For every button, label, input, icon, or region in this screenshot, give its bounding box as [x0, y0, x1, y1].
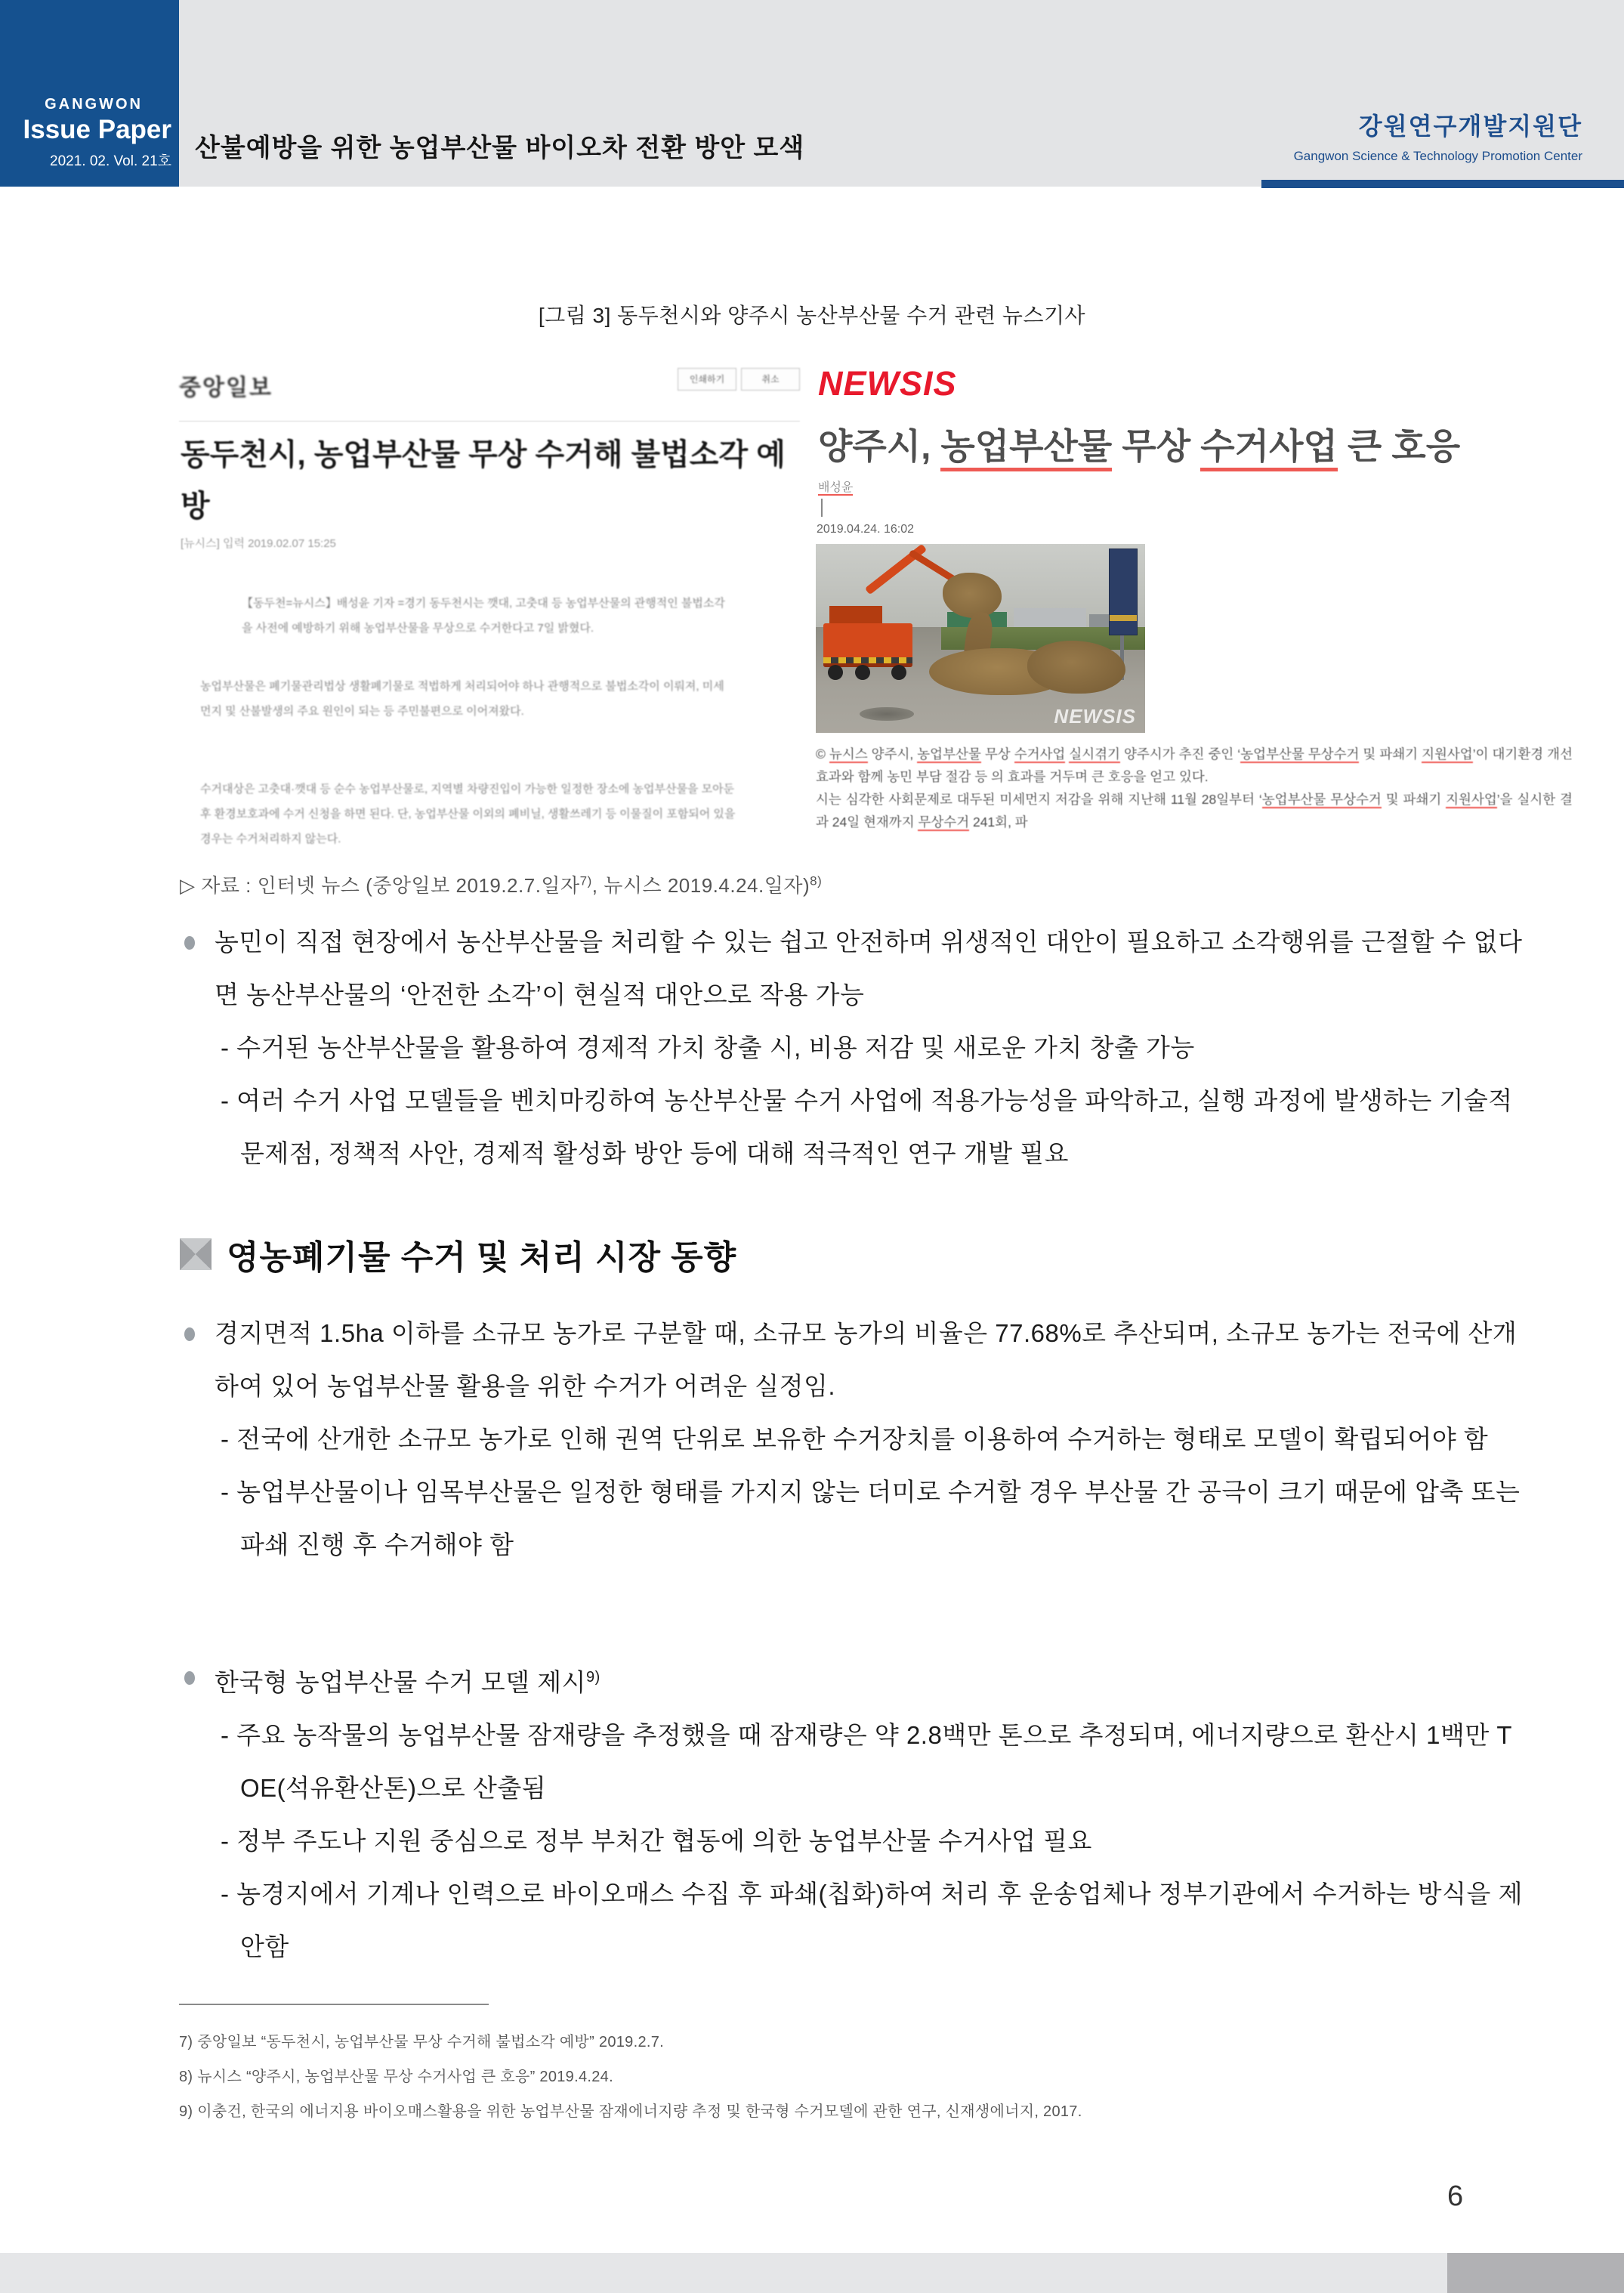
- bullet-section-2: [181, 1307, 1526, 1571]
- red-underlined-text: 농업부산물: [917, 746, 981, 762]
- joongang-paragraph: 【동두천=뉴시스】배성윤 기자 =경기 동두천시는 깻대, 고춧대 등 농업부산물의 관행적인 불법소각을 사전에 예방하기 위해 농업부산물을 무상으로 수거한다고 7일 밝혔다.: [242, 597, 725, 635]
- source-text: , 뉴시스 2019.4.24.일자): [591, 874, 810, 897]
- bullet-dot-icon: [184, 1671, 195, 1685]
- caption-line-1: [816, 746, 1573, 784]
- bullet-dot-icon: [184, 936, 195, 950]
- footer-bar-light: [0, 2253, 1447, 2293]
- page-header: [0, 0, 1624, 187]
- print-button-image: 인쇄하기: [678, 368, 736, 391]
- red-underlined-text: 농업부산물 무상수거: [1240, 746, 1360, 762]
- page-number: 6: [1447, 2180, 1464, 2212]
- joongang-paragraph: 수거대상은 고춧대·깻대 등 순수 농업부산물로, 지역별 차량진입이 가능한 일정한 장소에 농업부산물을 모아둔 후 환경보호과에 수거 신청을 하면 된다. 단, 농업부산물 이외의 폐비닐, 생활쓰레기 등 이물질이 포함되어 있을 경우는 수거처리하지 않는다.: [200, 783, 736, 845]
- plain-text: 큰 호응: [1337, 426, 1461, 466]
- figure-source: [180, 870, 822, 898]
- bullet-text: 경지면적 1.5ha 이하를 소규모 농가로 구분할 때, 소규모 농가의 비율은 77.68%로 추산되며, 소규모 농가는 전국에 산개하여 있어 농업부산물 활용을 위한 수거가 어려운 실정임.: [215, 1319, 1517, 1400]
- sub-bullet-item: - 농경지에서 기계나 인력으로 바이오매스 수집 후 파쇄(칩화)하여 처리 후 운송업체나 정부기관에서 수거하는 방식을 제안함: [221, 1880, 1523, 1961]
- organization-name-english: Gangwon Science & Technology Promotion Center: [1293, 149, 1582, 163]
- bullet-dot-icon: [184, 1327, 195, 1341]
- photo-watermark: NEWSIS: [1054, 705, 1136, 728]
- red-underlined-text: 뉴시스: [829, 746, 868, 762]
- joongang-article-screenshot: [170, 363, 808, 858]
- newsis-byline: [818, 477, 853, 495]
- footnote-ref-8: 8): [810, 873, 823, 888]
- reporter-name: 배성윤: [818, 481, 854, 494]
- organization-name-korean: 강원연구개발지원단: [1358, 113, 1582, 140]
- footnote-7: 7) 중앙일보 “동두천시, 농업부산물 무상 수거해 불법소각 예방” 2019.2.7.: [179, 2034, 665, 2050]
- plain-text: 및 파쇄기: [1359, 746, 1422, 762]
- photo-manhole: [860, 707, 914, 721]
- plain-text: ’을 실시한 결과 24일 현재까지: [816, 792, 1573, 830]
- joongang-headline: 동두천시, 농업부산물 무상 수거해 불법소각 예방: [181, 438, 786, 523]
- joongang-meta: [뉴시스] 입력 2019.02.07 15:25: [181, 537, 336, 550]
- source-text: ▷ 자료 : 인터넷 뉴스 (중앙일보 2019.2.7.일자: [180, 874, 580, 897]
- plain-text: ©: [816, 746, 829, 762]
- figure-caption: [그림 3] 동두천시와 양주시 농산부산물 수거 관련 뉴스기사: [538, 304, 1086, 327]
- sub-bullet-item: - 농업부산물이나 임목부산물은 일정한 형태를 가지지 않는 더미로 수거할 경우 부산물 간 공극이 크기 때문에 압축 또는 파쇄 진행 후 수거해야 함: [221, 1478, 1521, 1559]
- plain-text: 및 파쇄기: [1381, 792, 1446, 807]
- sub-bullet-item: - 수거된 농산부산물을 활용하여 경제적 가치 창출 시, 비용 저감 및 새로운 가치 창출 가능: [221, 1034, 1195, 1062]
- red-underlined-text: 농업부산물: [940, 426, 1112, 471]
- bullet-text: 농민이 직접 현장에서 농산부산물을 처리할 수 있는 쉽고 안전하며 위생적인 대안이 필요하고 소각행위를 근절할 수 없다면 농산부산물의 ‘안전한 소각’이 현실적 대안으로 작용 가능: [215, 928, 1523, 1009]
- brand-volume: 2021. 02. Vol. 21호: [50, 153, 171, 169]
- footnote-separator: [179, 2004, 489, 2005]
- newsis-photo-caption: [816, 743, 1573, 833]
- sub-bullet-item: - 정부 주도나 지원 중심으로 정부 부처간 협동에 의한 농업부산물 수거사업 필요: [221, 1827, 1092, 1855]
- footnote-ref-7: 7): [579, 873, 592, 888]
- joongang-logo: 중앙일보: [179, 375, 273, 400]
- brand-issue-paper: Issue Paper: [23, 115, 171, 144]
- byline-divider: [821, 499, 823, 517]
- plain-text: 무상: [980, 746, 1014, 762]
- plain-text: 시는 심각한 사회문제로 대두된 미세먼지 저감을 위해 지난해 11월 28일부터 ‘: [816, 792, 1262, 807]
- plain-text: ’이 대기환경 개선 효과와 함께 농민 부담 절감 등 의 효과를 거두며 큰 호응을 얻고 있다.: [816, 746, 1573, 784]
- section-title: 영농폐기물 수거 및 처리 시장 동향: [227, 1239, 737, 1276]
- brand-box: [0, 0, 179, 187]
- footer-bar-dark: [1447, 2253, 1624, 2293]
- red-underlined-text: 지원사업: [1422, 746, 1473, 762]
- truck-wheel: [828, 665, 843, 680]
- red-underlined-text: 수거사업: [1200, 426, 1338, 471]
- plain-text: 양주시,: [818, 426, 941, 466]
- red-underlined-text: 농업부산물 무상수거: [1261, 792, 1382, 807]
- red-underlined-text: 무상수거: [918, 814, 970, 830]
- bullet-text: 한국형 농업부산물 수거 모델 제시: [215, 1668, 586, 1696]
- sub-bullet-item: - 주요 농작물의 농업부산물 잠재량을 추정했을 때 잠재량은 약 2.8백만 톤으로 추정되며, 에너지량으로 환산시 1백만 TOE(석유환산톤)으로 산출됨: [221, 1721, 1513, 1802]
- footnotes: [179, 2025, 1082, 2129]
- cancel-button-image: 취소: [741, 368, 800, 391]
- news-photo: [816, 544, 1145, 733]
- caption-line-2: [816, 792, 1573, 831]
- brand-gangwon: GANGWON: [45, 96, 143, 113]
- newsis-article-screenshot: [812, 363, 1576, 861]
- footnote-8: 8) 뉴시스 “양주시, 농업부산물 무상 수거사업 큰 호응” 2019.4.24.: [179, 2069, 613, 2085]
- bullet-section-1: [181, 916, 1526, 1180]
- bullet-section-3: [181, 1651, 1526, 1973]
- section-square-icon: [180, 1238, 211, 1270]
- red-underlined-text: 수거사업: [1014, 746, 1066, 762]
- bullet-item: [181, 1307, 1526, 1413]
- sub-bullet-item: - 전국에 산개한 소규모 농가로 인해 권역 단위로 보유한 수거장치를 이용하여 수거하는 형태로 모델이 확립되어야 함: [221, 1425, 1489, 1453]
- bullet-item: [181, 916, 1526, 1021]
- bullet-item: [181, 1651, 1526, 1709]
- photo-blue-sign: [1109, 549, 1138, 635]
- red-underlined-text: 실시겪기: [1069, 746, 1120, 762]
- header-accent-bar: [1261, 180, 1624, 188]
- truck-wheel: [855, 665, 870, 680]
- plain-text: 무상: [1112, 426, 1201, 466]
- section-heading: [180, 1230, 736, 1278]
- footnote-ref-9: 9): [585, 1669, 601, 1686]
- newsis-logo: NEWSIS: [818, 364, 957, 403]
- sub-bullet-item: - 여러 수거 사업 모델들을 벤치마킹하여 농산부산물 수거 사업에 적용가능성을 파악하고, 실행 과정에 발생하는 기술적 문제점, 정책적 사안, 경제적 활성화 방안 등에 대해 적극적인 연구 개발 필요: [221, 1086, 1513, 1167]
- article-divider: [179, 421, 800, 422]
- photo-building: [1014, 608, 1086, 627]
- document-title: 산불예방을 위한 농업부산물 바이오차 전환 방안 모색: [195, 134, 805, 162]
- newsis-date: 2019.04.24. 16:02: [817, 523, 915, 536]
- photo-sign-stripe: [1110, 615, 1137, 621]
- newsis-headline: [818, 419, 1573, 469]
- red-underlined-text: 지원사업: [1446, 792, 1497, 807]
- plain-text: 241회, 파: [969, 814, 1028, 830]
- truck-wheel: [891, 665, 906, 680]
- organization-block: [1294, 107, 1582, 164]
- joongang-paragraph: 농업부산물은 폐기물관리법상 생활폐기물로 적법하게 처리되어야 하나 관행적으로 불법소각이 이뤄져, 미세먼지 및 산불발생의 주요 원인이 되는 등 주민불편으로 이어져왔다.: [200, 680, 724, 718]
- truck-hazard-stripe: [823, 657, 912, 663]
- plain-text: 양주시,: [867, 746, 918, 762]
- plain-text: 양주시가 추진 중인 ‘: [1119, 746, 1241, 762]
- footnote-9: 9) 이충건, 한국의 에너지용 바이오매스활용을 위한 농업부산물 잠재에너지량 추정 및 한국형 수거모델에 관한 연구, 신재생에너지, 2017.: [179, 2103, 1082, 2120]
